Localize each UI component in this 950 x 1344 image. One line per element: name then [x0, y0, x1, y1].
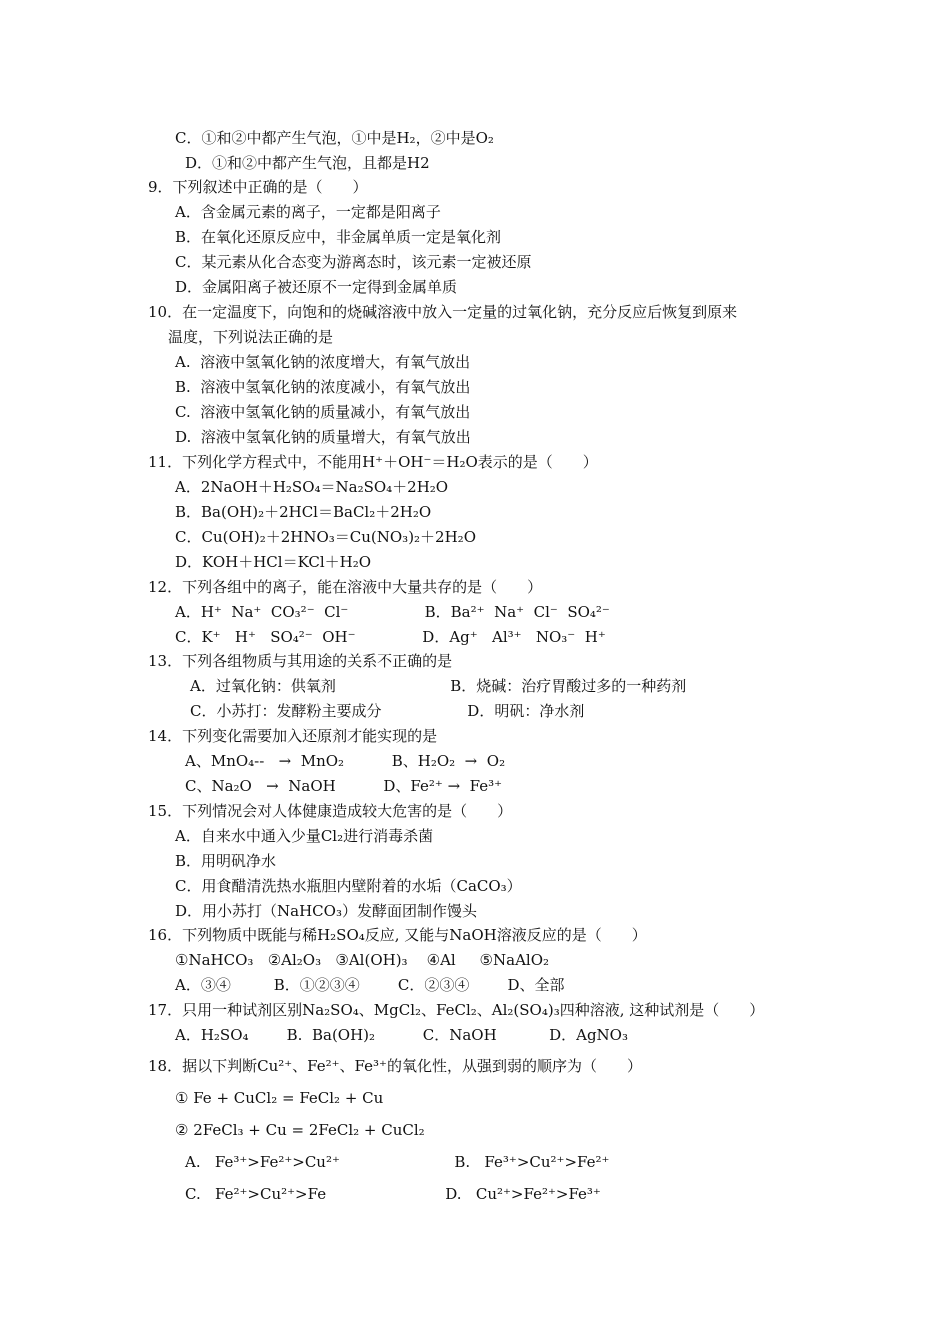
- option-line: B．Ba(OH)₂＋2HCl＝BaCl₂＋2H₂O: [175, 503, 432, 521]
- option-line: D．金属阳离子被还原不一定得到金属单质: [175, 278, 458, 296]
- option-line: B．用明矾净水: [175, 852, 277, 870]
- option-line: A．过氧化钠：供氧剂 B．烧碱：治疗胃酸过多的一种药剂: [190, 677, 687, 695]
- question-stem: 17．只用一种试剂区别Na₂SO₄、MgCl₂、FeCl₂、Al₂(SO₄)₃四种溶液, 这种试剂是（ ）: [148, 1001, 765, 1019]
- option-line: C．小苏打：发酵粉主要成分 D．明矾：净水剂: [190, 702, 585, 720]
- option-line: A．H₂SO₄ B. Ba(OH)₂ C．NaOH D．AgNO₃: [175, 1026, 628, 1044]
- question-stem: 15．下列情况会对人体健康造成较大危害的是（ ）: [148, 802, 513, 820]
- option-line: C．Cu(OH)₂＋2HNO₃＝Cu(NO₃)₂＋2H₂O: [175, 528, 476, 546]
- option-line: D．用小苏打（NaHCO₃）发酵面团制作馒头: [175, 902, 477, 920]
- equation-line: ① Fe + CuCl₂ = FeCl₂ + Cu: [175, 1089, 384, 1107]
- question-stem: 16．下列物质中既能与稀H₂SO₄反应, 又能与NaOH溶液反应的是（ ）: [148, 926, 647, 944]
- option-line: B．在氧化还原反应中，非金属单质一定是氧化剂: [175, 228, 502, 246]
- question-stem: 11．下列化学方程式中，不能用H⁺＋OH⁻＝H₂O表示的是（ ）: [148, 453, 598, 471]
- option-line: C. Fe²⁺>Cu²⁺>Fe D. Cu²⁺>Fe²⁺>Fe³⁺: [185, 1185, 601, 1203]
- option-line: C. 溶液中氢氧化钠的质量减小，有氧气放出: [175, 403, 471, 421]
- option-line: A．2NaOH＋H₂SO₄＝Na₂SO₄＋2H₂O: [175, 478, 449, 496]
- option-line: D. 溶液中氢氧化钠的质量增大，有氧气放出: [175, 428, 471, 446]
- question-stem: 18．据以下判断Cu²⁺、Fe²⁺、Fe³⁺的氧化性，从强到弱的顺序为（ ）: [148, 1057, 642, 1075]
- question-stem: 13．下列各组物质与其用途的关系不正确的是: [148, 652, 453, 670]
- option-line: A、MnO₄-- → MnO₂ B、H₂O₂ → O₂: [185, 752, 506, 770]
- option-line: C．①和②中都产生气泡，①中是H₂，②中是O₂: [175, 129, 494, 147]
- option-line: A. 溶液中氢氧化钠的浓度增大，有氧气放出: [175, 353, 471, 371]
- option-line: C．某元素从化合态变为游离态时，该元素一定被还原: [175, 253, 532, 271]
- option-line: C、Na₂O → NaOH D、Fe²⁺ → Fe³⁺: [185, 777, 503, 795]
- option-line: B. 溶液中氢氧化钠的浓度减小，有氧气放出: [175, 378, 471, 396]
- option-line: D．KOH＋HCl＝KCl＋H₂O: [175, 553, 372, 571]
- option-line: A. Fe³⁺>Fe²⁺>Cu²⁺ B. Fe³⁺>Cu²⁺>Fe²⁺: [185, 1153, 610, 1171]
- option-line: ①NaHCO₃ ②Al₂O₃ ③Al(OH)₃ ④Al ⑤NaAlO₂: [175, 951, 550, 969]
- option-line: C．用食醋清洗热水瓶胆内壁附着的水垢（CaCO₃）: [175, 877, 522, 895]
- question-stem: 12．下列各组中的离子，能在溶液中大量共存的是（ ）: [148, 578, 543, 596]
- equation-line: ② 2FeCl₃ + Cu = 2FeCl₂ + CuCl₂: [175, 1121, 425, 1139]
- option-line: A．H⁺ Na⁺ CO₃²⁻ Cl⁻ B．Ba²⁺ Na⁺ Cl⁻ SO₄²⁻: [175, 603, 610, 621]
- question-stem: 9．下列叙述中正确的是（ ）: [148, 178, 368, 196]
- option-line: D．①和②中都产生气泡，且都是H2: [185, 154, 430, 172]
- question-stem: 14．下列变化需要加入还原剂才能实现的是: [148, 727, 438, 745]
- question-stem-continued: 温度，下列说法正确的是: [168, 328, 334, 346]
- option-line: A．含金属元素的离子，一定都是阳离子: [175, 203, 441, 221]
- option-line: A．③④ B．①②③④ C．②③④ D、全部: [175, 976, 565, 994]
- option-line: A．自来水中通入少量Cl₂进行消毒杀菌: [175, 827, 434, 845]
- question-stem: 10．在一定温度下，向饱和的烧碱溶液中放入一定量的过氧化钠，充分反应后恢复到原来: [148, 303, 738, 321]
- option-line: C．K⁺ H⁺ SO₄²⁻ OH⁻ D．Ag⁺ Al³⁺ NO₃⁻ H⁺: [175, 628, 606, 646]
